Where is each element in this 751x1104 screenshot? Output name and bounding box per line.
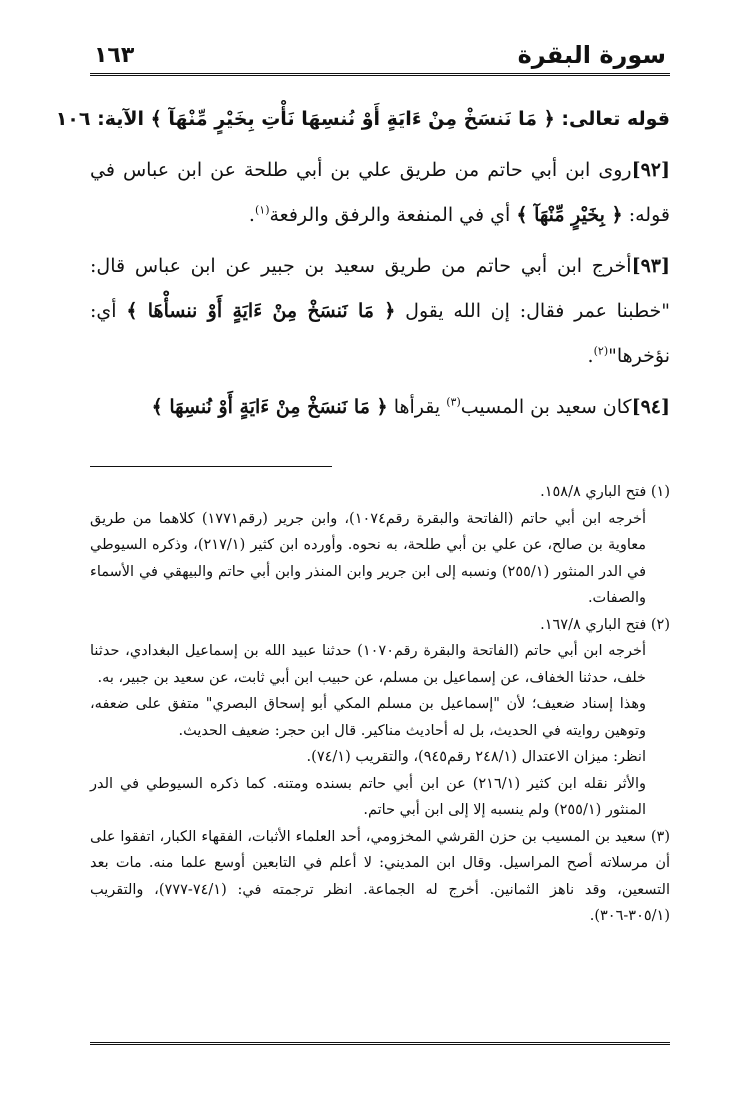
footnotes	[90, 479, 670, 930]
narration-text: يقرأها	[387, 396, 447, 418]
narration-text: كان سعيد بن المسيب	[460, 396, 632, 418]
verse-heading	[55, 96, 670, 142]
footnote-line: (٣) سعيد بن المسيب بن حزن القرشي المخزومي، أحد العلماء الأثبات، الفقهاء الكبار، اتفقوا على أن مرسلاته أصح المراسيل. وقال ابن المديني: لا أعلم في التابعين أوسع علما منه. مات بعد التسعين، وقد ناهز الثمانين. أخرج له الجماعة. انظر ترجمته في: (٧٤/١-٧٧٧)، والتقريب (٣٠٥/١-٣٠٦).	[90, 828, 670, 924]
footnote-line: (١) فتح الباري ١٥٨/٨.	[540, 484, 670, 500]
narration-text: .	[248, 204, 255, 226]
narration-92	[90, 148, 670, 238]
narration-quran: ﴿ بِخَيْرٍ مِّنْهَآ ﴾	[516, 204, 623, 226]
narration-text: .	[587, 345, 594, 367]
narration-text: أي: نؤخرها"	[90, 300, 670, 367]
verse-heading-prefix: قوله تعالى:	[554, 108, 670, 130]
footnote-line: وهذا إسناد ضعيف؛ لأن "إسماعيل بن مسلم المكي أبو إسحاق البصري" متفق على ضعفه، وتوهين روايته في الحديث، بل له أحاديث مناكير. قال ابن حجر: ضعيف الحديث.	[90, 696, 646, 739]
narration-number: [٩٤]	[631, 396, 670, 418]
footnote-line: انظر: ميزان الاعتدال (٢٤٨/١ رقم٩٤٥)، والتقريب (٧٤/١).	[306, 749, 646, 765]
narration-text: روى ابن أبي حاتم من طريق علي بن أبي طلحة عن ابن عباس في قوله:	[90, 159, 670, 226]
narration-94	[90, 385, 670, 430]
narration-93	[90, 244, 670, 379]
page-header	[90, 30, 670, 76]
footnote-line: (٢) فتح الباري ١٦٧/٨.	[540, 616, 670, 633]
narration-quran: ﴿ مَا نَنسَخْ مِنْ ءَايَةٍ أَوْ ننسأْهَا ﴾	[126, 300, 396, 322]
page-number: ١٦٣	[94, 43, 135, 68]
footnote-ref[interactable]: (٢)	[593, 344, 609, 358]
footnote-separator	[90, 466, 332, 467]
main-text	[55, 76, 671, 430]
footnote-line: والأثر نقله ابن كثير (٢١٦/١) عن ابن أبي حاتم بسنده ومتنه. كما ذكره السيوطي في الدر المنثور (٢٥٥/١) ولم ينسبه إلا إلى ابن أبي حاتم.	[90, 775, 647, 818]
book-page	[55, 30, 671, 1070]
verse-quran-text: ﴿ مَا نَنسَخْ مِنْ ءَايَةٍ أَوْ نُنسِهَا نَأْتِ بِخَيْرٍ مِّنْهَآ ﴾	[150, 108, 555, 130]
footnote-line: أخرجه ابن أبي حاتم (الفاتحة والبقرة رقم١٠٧٤)، وابن جرير (رقم١٧٧١) كلاهما من طريق معاوية بن صالح، عن علي بن أبي طلحة، به نحوه. وأورده ابن كثير (٢١٧/١)، وذكره السيوطي في الدر المنثور (٢٥٥/١) ونسبه إلى ابن جرير وابن المنذر وابن أبي حاتم والبيهقي في الأسماء والصفات.	[90, 510, 647, 606]
narration-text: أخرج ابن أبي حاتم من طريق سعيد بن جبير عن ابن عباس قال: "خطبنا عمر فقال: إن الله يقول	[90, 255, 671, 322]
footnote-line: أخرجه ابن أبي حاتم (الفاتحة والبقرة رقم١٠٧٠) حدثنا عبيد الله بن إسماعيل البغدادي، حدثنا خلف، حدثنا الخفاف، عن إسماعيل بن مسلم، عن حبيب ابن أبي ثابت، عن سعيد بن جبير، به.	[90, 643, 646, 686]
narration-number: [٩٣]	[631, 255, 670, 277]
surah-title: سورة البقرة	[517, 41, 666, 69]
verse-heading-suffix: الآية: ١٠٦	[55, 108, 151, 130]
page-footer-rule	[90, 1042, 670, 1045]
narration-number: [٩٢]	[631, 159, 670, 181]
footnote-ref[interactable]: (٣)	[446, 395, 461, 409]
narration-quran: ﴿ مَا نَنسَخْ مِنْ ءَايَةٍ أَوْ نُنسِهَا ﴾	[151, 396, 388, 418]
narration-text: أي في المنفعة والرفق والرفعة	[269, 204, 517, 226]
footnote-ref[interactable]: (١)	[254, 203, 270, 217]
